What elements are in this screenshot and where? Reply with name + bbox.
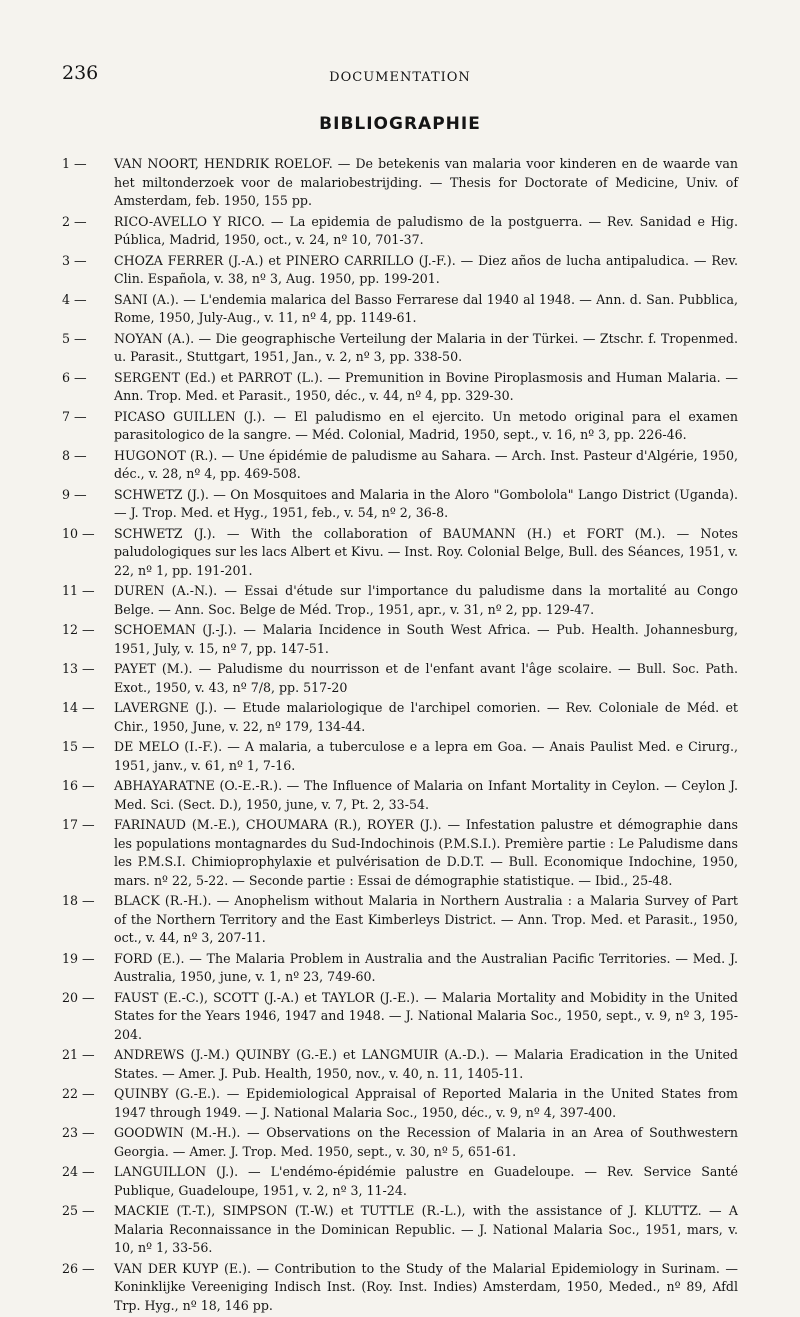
entry-number: 8 — — [62, 447, 87, 463]
entry-text: FAUST (E.-C.), SCOTT (J.-A.) et TAYLOR (J.-E.). — Malaria Mortality and Mobidity in the United States for the Years 1946, 1947 and 1948. — J. National Malaria Soc., 1950, sept., v. 9, nº 3, 195-204. — [114, 989, 738, 1042]
entry-text: CHOZA FERRER (J.-A.) et PINERO CARRILLO (J.-F.). — Diez años de lucha antipaludica. — Rev. Clin. Española, v. 38, nº 3, Aug. 1950, pp. 199-201. — [114, 252, 738, 286]
bibliography-entry — [62, 660, 738, 697]
entry-text: MACKIE (T.-T.), SIMPSON (T.-W.) et TUTTLE (R.-L.), with the assistance of J. KLUTTZ. — A Malaria Reconnaissance in the Dominican Republic. — J. National Malaria Soc., 1951, mars, v. 10, nº 1, 33-56. — [114, 1203, 738, 1255]
bibliography-entry — [62, 777, 738, 814]
bibliography-entry — [62, 582, 738, 619]
entry-number: 19 — — [62, 950, 95, 966]
bibliography-entry — [62, 816, 738, 890]
bibliography-entry — [62, 989, 738, 1045]
entry-number: 14 — — [62, 700, 95, 715]
bibliography-entry — [62, 447, 738, 484]
entry-number: 3 — — [62, 252, 87, 268]
entry-text: VAN NOORT, HENDRIK ROELOF. — De betekenis van malaria voor kinderen en de waarde van het miltonderzoek voor de malariobestrijding. — Thesis for Doctorate of Medicine, Univ. of Amsterdam, feb. 1950, 155 pp. — [114, 156, 738, 208]
bibliography-entry — [62, 621, 738, 658]
entry-text: PICASO GUILLEN (J.). — El paludismo en el ejercito. Un metodo original para el examen parasitologico de la sangre. — Méd. Colonial, Madrid, 1950, sept., v. 16, nº 3, pp. 226-46. — [114, 408, 738, 442]
entry-number: 26 — — [62, 1260, 95, 1276]
entry-text: SERGENT (Ed.) et PARROT (L.). — Premunition in Bovine Piroplasmosis and Human Malaria. — Ann. Trop. Med. et Parasit., 1950, déc., v. 44, nº 4, pp. 329-30. — [114, 369, 738, 403]
bibliography-entry — [62, 892, 738, 948]
entry-text: FORD (E.). — The Malaria Problem in Australia and the Australian Pacific Territories. — Med. J. Australia, 1950, june, v. 1, nº 23, 749-60. — [114, 950, 738, 984]
entry-number: 6 — — [62, 369, 87, 385]
entry-text: ABHAYARATNE (O.-E.-R.). — The Influence of Malaria on Infant Mortality in Ceylon. — Ceylon J. Med. Sci. (Sect. D.), 1950, june, v. 7, Pt. 2, 33-54. — [114, 778, 738, 812]
entry-number: 25 — — [62, 1203, 95, 1218]
entry-text: NOYAN (A.). — Die geographische Verteilung der Malaria in der Türkei. — Ztschr. f. Tropenmed. u. Parasit., Stuttgart, 1951, Jan., v. 2, nº 3, pp. 338-50. — [114, 330, 738, 364]
bibliography-entry — [62, 699, 738, 736]
bibliography-entry — [62, 213, 738, 250]
entry-number: 24 — — [62, 1164, 95, 1179]
bibliography-entry — [62, 252, 738, 289]
entry-text: DE MELO (I.-F.). — A malaria, a tuberculose e a lepra em Goa. — Anais Paulist Med. e Cirurg., 1951, janv., v. 61, nº 1, 7-16. — [114, 739, 738, 773]
entry-text: SCHOEMAN (J.-J.). — Malaria Incidence in South West Africa. — Pub. Health. Johannesburg, 1951, July, v. 15, nº 7, pp. 147-51. — [114, 622, 738, 656]
section-title: BIBLIOGRAPHIE — [319, 114, 481, 134]
bibliography-entry — [62, 1163, 738, 1200]
bibliography-entry — [62, 1124, 738, 1161]
entry-number: 7 — — [62, 408, 87, 424]
entry-text: SANI (A.). — L'endemia malarica del Basso Ferrarese dal 1940 al 1948. — Ann. d. San. Pubblica, Rome, 1950, July-Aug., v. 11, nº 4, pp. 1149-61. — [114, 291, 738, 325]
entry-text: ANDREWS (J.-M.) QUINBY (G.-E.) et LANGMUIR (A.-D.). — Malaria Eradication in the United States. — Amer. J. Pub. Health, 1950, nov., v. 40, n. 11, 1405-11. — [114, 1047, 738, 1081]
entry-text: BLACK (R.-H.). — Anophelism without Malaria in Northern Australia : a Malaria Survey of Part of the Northern Territory and the East Kimberleys District. — Ann. Trop. Med. et Parasit., 1950, oct., v. 44, nº 3, 207-11. — [114, 893, 738, 945]
entry-number: 22 — — [62, 1086, 95, 1101]
bibliography-entry — [62, 1260, 738, 1316]
entry-text: DUREN (A.-N.). — Essai d'étude sur l'importance du paludisme dans la mortalité au Congo Belge. — Ann. Soc. Belge de Méd. Trop., 1951, apr., v. 31, nº 2, pp. 129-47. — [114, 583, 738, 617]
entry-number: 1 — — [62, 156, 87, 171]
bibliography-entry — [62, 1202, 738, 1258]
entry-number: 18 — — [62, 893, 95, 908]
entry-number: 23 — — [62, 1125, 95, 1140]
entry-number: 15 — — [62, 739, 95, 754]
entry-number: 20 — — [62, 989, 95, 1005]
entry-text: SCHWETZ (J.). — On Mosquitoes and Malaria in the Aloro "Gombolola" Lango District (Uganda). — J. Trop. Med. et Hyg., 1951, feb., v. 54, nº 2, 36-8. — [114, 486, 738, 520]
entry-text: LAVERGNE (J.). — Etude malariologique de l'archipel comorien. — Rev. Coloniale de Méd. et Chir., 1950, June, v. 22, nº 179, 134-44. — [114, 700, 738, 734]
page-header — [62, 62, 738, 92]
entry-text: GOODWIN (M.-H.). — Observations on the Recession of Malaria in an Area of Southwestern Georgia. — Amer. J. Trop. Med. 1950, sept., v. 30, nº 5, 651-61. — [114, 1125, 738, 1159]
entry-number: 12 — — [62, 622, 95, 637]
bibliography-entry — [62, 330, 738, 367]
running-title: DOCUMENTATION — [329, 70, 471, 85]
bibliography-list — [62, 155, 738, 1317]
entry-text: QUINBY (G.-E.). — Epidemiological Appraisal of Reported Malaria in the United States from 1947 through 1949. — J. National Malaria Soc., 1950, déc., v. 9, nº 4, 397-400. — [114, 1086, 738, 1120]
entry-number: 11 — — [62, 583, 95, 598]
bibliography-entry — [62, 486, 738, 523]
bibliography-entry — [62, 1085, 738, 1122]
page-number: 236 — [62, 62, 99, 84]
bibliography-entry — [62, 525, 738, 581]
entry-number: 13 — — [62, 661, 95, 676]
entry-number: 21 — — [62, 1047, 95, 1062]
bibliography-entry — [62, 408, 738, 445]
entry-text: VAN DER KUYP (E.). — Contribution to the Study of the Malarial Epidemiology in Surinam. — Koninklijke Vereeniging Indisch Inst. (Roy. Inst. Indies) Amsterdam, 1950, Meded., nº 89, Afdl Trp. Hyg., nº 18, 146 pp. — [114, 1260, 738, 1313]
bibliography-entry — [62, 1046, 738, 1083]
entry-number: 5 — — [62, 330, 87, 346]
entry-number: 4 — — [62, 291, 87, 307]
entry-text: LANGUILLON (J.). — L'endémo-épidémie palustre en Guadeloupe. — Rev. Service Santé Publique, Guadeloupe, 1951, v. 2, nº 3, 11-24. — [114, 1164, 738, 1198]
entry-text: SCHWETZ (J.). — With the collaboration of BAUMANN (H.) et FORT (M.). — Notes paludologiques sur les lacs Albert et Kivu. — Inst. Roy. Colonial Belge, Bull. des Séances, 1951, v. 22, nº 1, pp. 191-201. — [114, 525, 738, 578]
entry-number: 10 — — [62, 525, 95, 541]
entry-number: 17 — — [62, 817, 95, 832]
entry-text: HUGONOT (R.). — Une épidémie de paludisme au Sahara. — Arch. Inst. Pasteur d'Algérie, 1950, déc., v. 28, nº 4, pp. 469-508. — [114, 447, 738, 481]
entry-number: 2 — — [62, 213, 87, 229]
bibliography-entry — [62, 738, 738, 775]
bibliography-entry — [62, 291, 738, 328]
bibliography-entry — [62, 369, 738, 406]
entry-text: PAYET (M.). — Paludisme du nourrisson et de l'enfant avant l'âge scolaire. — Bull. Soc. Path. Exot., 1950, v. 43, nº 7/8, pp. 517-20 — [114, 661, 738, 695]
entry-number: 9 — — [62, 486, 87, 502]
bibliography-entry — [62, 155, 738, 211]
entry-text: FARINAUD (M.-E.), CHOUMARA (R.), ROYER (J.). — Infestation palustre et démographie dans les populations montagnardes du Sud-Indochinois (P.M.S.I.). Première partie : Le Paludisme dans les P.M.S.I. Chimioprophylaxie et pulvérisation de D.D.T. — Bull. Economique Indochine, 1950, mars. nº 22, 5-22. — Seconde partie : Essai de démographie statistique. — Ibid., 25-48. — [114, 817, 738, 888]
entry-number: 16 — — [62, 778, 95, 793]
entry-text: RICO-AVELLO Y RICO. — La epidemia de paludismo de la postguerra. — Rev. Sanidad e Hig. Pública, Madrid, 1950, oct., v. 24, nº 10, 701-37. — [114, 213, 738, 247]
bibliography-entry — [62, 950, 738, 987]
